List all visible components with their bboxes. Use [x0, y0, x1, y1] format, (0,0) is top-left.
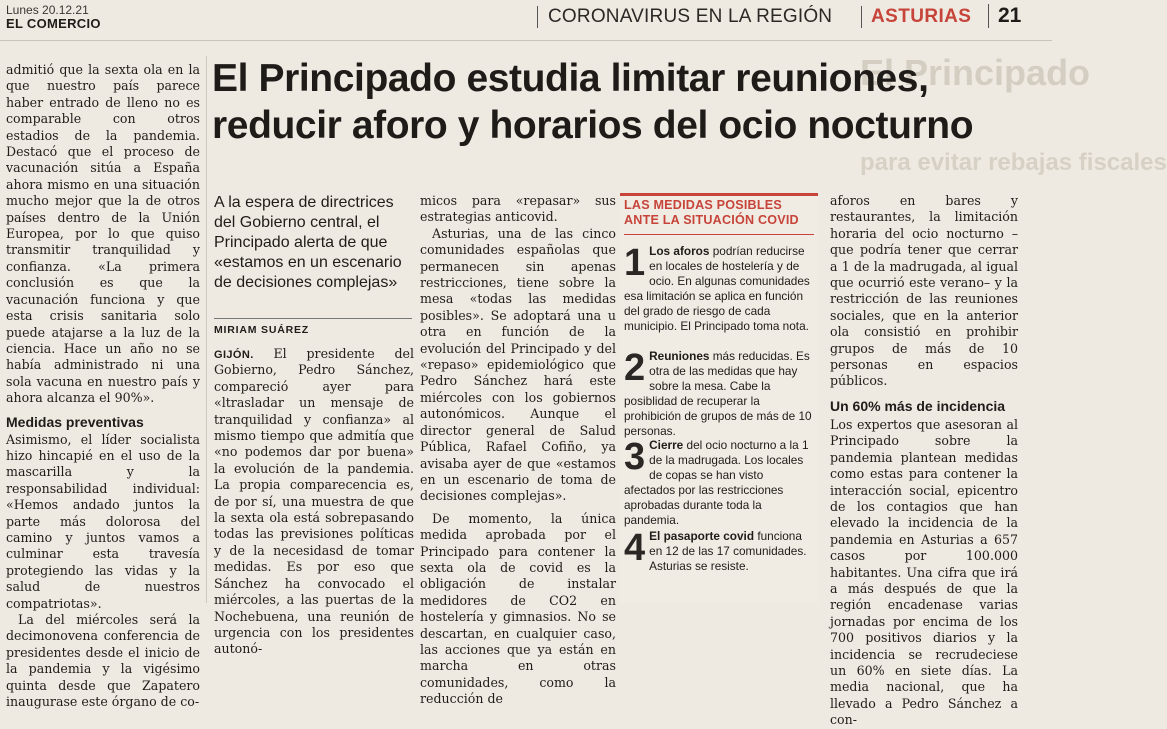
left-subhead: Medidas preventivas — [6, 413, 144, 430]
item-text: podrían reducirse en locales de hostelería y de ocio. En algunas comunidades esa limitación se aplica en función del grado de riesgo de cada municipio. El Principado toma nota. — [624, 244, 810, 333]
sidebar-title-line: ANTE LA SITUACIÓN COVID — [624, 213, 799, 227]
sidebar-title-rule — [624, 234, 814, 235]
issue-date: Lunes 20.12.21 — [6, 3, 89, 17]
bleed-through-subhead: para evitar rebajas fiscales — [860, 149, 1167, 176]
newspaper-name: EL COMERCIO — [6, 16, 101, 31]
item-keyword: El pasaporte covid — [649, 529, 755, 543]
body-paragraph: De momento, la única medida aprobada por el Principado para contener la sexta ola de covid es la obligación de instalar medidores de CO2 en hostelería y gimnasios. No se descartan, en cualquier caso, las acciones que ya están en marcha en otras comunidades, como la reducción de — [420, 510, 616, 707]
byline: MIRIAM SUÁREZ — [214, 324, 309, 336]
item-text: más reducidas. Es otra de las medidas que hay sobre la mesa. Cabe la posiblidad de recuperar la prohibición de grupos de más de 10 personas. — [624, 349, 812, 438]
body-column-1 — [214, 346, 414, 658]
item-number: 2 — [624, 347, 646, 389]
item-number: 4 — [624, 527, 646, 569]
item-keyword: Cierre — [649, 438, 684, 452]
item-text: funciona en 12 de las 17 comunidades. Asturias se resiste. — [649, 529, 807, 573]
body-paragraph: Los expertos que asesoran al Principado sobre la pandemia plantean medidas como estas para contener la interacción social, epicentro de los contagios que han elevado la incidencia de la pandemia en Asturias a 657 casos por 100.000 habitantes. Una cifra que irá a más después de que la región encadenase varias jornadas por encima de los 700 positivos diarios y la incidencia se recrudeciese un 60% en siete días. La media nacional, que ha llevado a Pedro Sánchez a con- — [830, 416, 1018, 728]
sidebar-item — [624, 529, 814, 574]
header-divider — [0, 40, 1052, 41]
body-paragraph: Asturias, una de las cinco comunidades españolas que permanecen sin apenas restricciones, tiene sobre la mesa «todas las medidas posibles». Se adoptará una u otra en función de la evolución del Principado y del «repaso» epidemiológico que Pedro Sánchez hará este miércoles con los gobiernos autonómicos. Aunque el director general de Salud Pública, Rafael Cofiño, ya avisaba ayer de que «estamos en un escenario de toma de decisiones complejas». — [420, 225, 616, 504]
left-paragraph: Asimismo, el líder socialista hizo hincapié en el uso de la mascarilla y la responsabilidad individual: «Hemos andado juntos la parte más dolorosa del camino y juntos vamos a culminar esta travesía protegiendo las vidas y la salud de nuestros compatriotas». — [6, 431, 200, 611]
dateline: GIJÓN. — [214, 349, 254, 361]
bleed-through-headline: El Principado — [860, 52, 1091, 93]
page-number: 21 — [988, 4, 1021, 28]
sidebar-item — [624, 244, 814, 334]
lead-divider — [214, 318, 412, 319]
sidebar-item — [624, 349, 814, 439]
column-divider — [206, 56, 207, 603]
left-column — [6, 62, 200, 710]
sidebar-title-line: LAS MEDIDAS POSIBLES — [624, 198, 782, 212]
item-keyword: Los aforos — [649, 244, 710, 258]
sidebar-item — [624, 438, 814, 528]
sidebar-top-rule — [620, 193, 818, 196]
body-paragraph: aforos en bares y restaurantes, la limitación horaria del ocio nocturno –que podría tener que cerrar a 1 de la madrugada, al igual que ocurrió este verano– y la restricción de las reuniones sociales, que en la anterior ola consistió en prohibir grupos de más de 10 personas en espacios públicos. — [830, 193, 1018, 389]
body-subhead: Un 60% más de incidencia — [830, 397, 1006, 414]
body-text: El presidente del Gobierno, Pedro Sánchez, compareció ayer para «ltrasladar un mensaje de tranquilidad y confianza» al mismo tiempo que admitía que «no podemos dar por buena» la evolución de la pandemia. La propia comparecencia es, de por sí, una muestra de que la sexta ola está sobrepasando todas las previsiones políticas y de la necesidasd de tomar medidas. Es por eso que Sánchez ha convocado el miércoles, a las puertas de la Nochebuena, una reunión de urgencia con los presidentes autonó- — [214, 346, 414, 657]
item-number: 3 — [624, 436, 646, 478]
article-headline: El Principado estudia limitar reuniones, reducir aforo y horarios del ocio nocturno — [212, 57, 974, 147]
item-number: 1 — [624, 242, 646, 284]
sidebar-title — [624, 198, 818, 228]
region-title: ASTURIAS — [861, 6, 971, 28]
section-title: CORONAVIRUS EN LA REGIÓN — [537, 6, 832, 28]
article-lead: A la espera de directrices del Gobierno central, el Principado alerta de que «estamos en un escenario de decisiones complejas» — [214, 194, 402, 291]
item-text: del ocio nocturno a la 1 de la madrugada. Los locales de copas se han visto afectados por las restricciones aprobadas durante toda la pandemia. — [624, 438, 809, 527]
body-paragraph: micos para «repasar» sus estrategias anticovid. — [420, 193, 616, 225]
left-paragraph: admitió que la sexta ola en la que nuestro país parece haber entrado de lleno no es comparable con otros estadios de la pandemia. Destacó que el proceso de vacunación sitúa a España ahora mismo en una situación mucho mejor que la de otros países dentro de la Unión Europea, por lo que quiso transmitir tranquilidad y confianza. «La primera conclusión es que la vacunación funciona y que esta crisis sanitaria solo puede atajarse a la luz de la ciencia. Hace un año no se había administrado ni una sola vacuna en nuestro país y ahora alcanza el 90%». — [6, 62, 200, 406]
body-column-3 — [830, 193, 1018, 729]
item-keyword: Reuniones — [649, 349, 710, 363]
left-paragraph: La del miércoles será la decimonovena conferencia de presidentes desde el inicio de la pandemia y la vigésimo quinta desde que Zapatero inaugurase este órgano de co- — [6, 612, 200, 710]
body-column-2 — [420, 193, 616, 708]
